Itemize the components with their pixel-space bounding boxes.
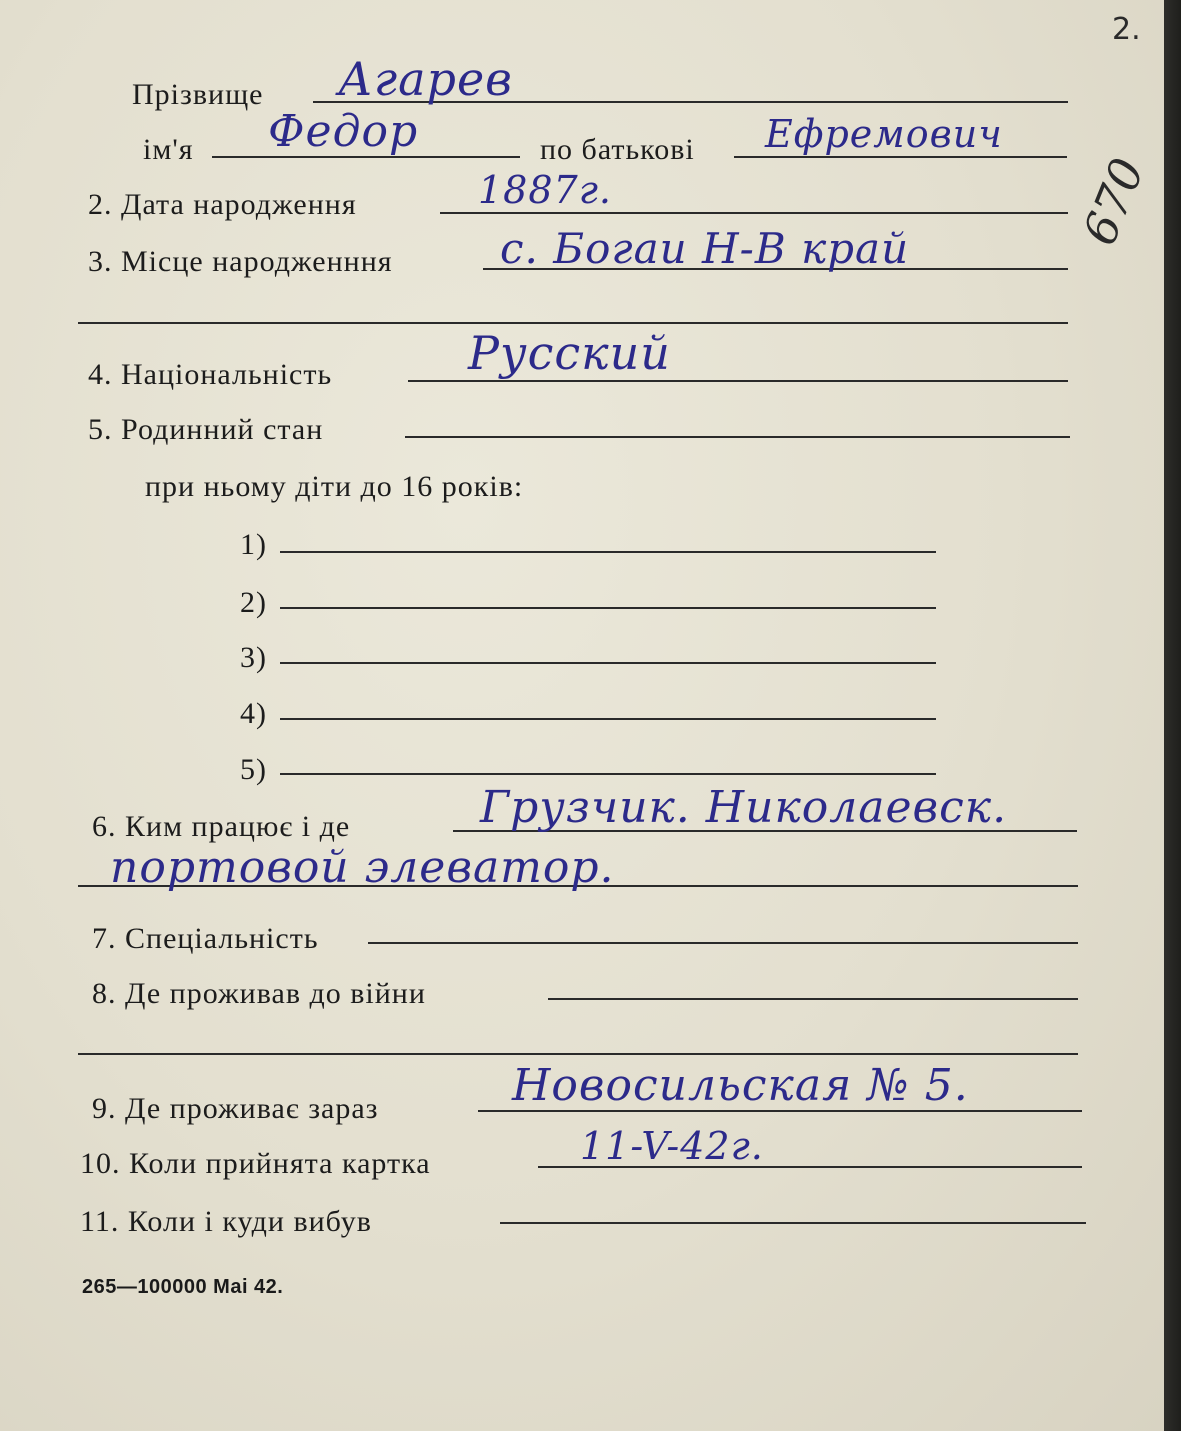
patronymic-value: Ефремович — [765, 112, 1003, 156]
birth-place-line-2 — [78, 322, 1068, 324]
family-status-label: 5. Родинний стан — [88, 413, 324, 446]
child-1-line — [280, 551, 936, 553]
specialty-line — [368, 942, 1078, 944]
prewar-residence-label: 8. Де проживав до війни — [92, 977, 426, 1010]
birth-date-value: 1887г. — [478, 168, 612, 212]
work-label: 6. Ким працює і де — [92, 810, 351, 843]
child-2-label: 2) — [240, 586, 267, 619]
birth-date-label: 2. Дата народження — [88, 188, 357, 221]
departure-line — [500, 1222, 1086, 1224]
current-residence-value: Новосильская № 5. — [512, 1060, 969, 1111]
print-info: 265—100000 Mai 42. — [82, 1276, 284, 1298]
child-5-label: 5) — [240, 753, 267, 786]
nationality-value: Русский — [468, 326, 671, 380]
card-accepted-value: 11-V-42г. — [580, 1124, 764, 1168]
child-3-line — [280, 662, 936, 664]
patronymic-label: по батькові — [540, 133, 695, 166]
child-3-label: 3) — [240, 641, 267, 674]
child-2-line — [280, 607, 936, 609]
child-4-line — [280, 718, 936, 720]
specialty-label: 7. Спеціальність — [92, 922, 319, 955]
name-value: Федор — [268, 106, 419, 157]
name-label: ім'я — [143, 133, 194, 166]
patronymic-line — [734, 156, 1067, 158]
surname-value: Агарев — [338, 52, 513, 106]
margin-note-number: 670 — [1072, 150, 1155, 253]
child-4-label: 4) — [240, 697, 267, 730]
child-1-label: 1) — [240, 528, 267, 561]
surname-label: Прізвище — [132, 78, 264, 111]
card-accepted-label: 10. Коли прийнята картка — [80, 1147, 431, 1180]
birth-date-line — [440, 212, 1068, 214]
work-value-1: Грузчик. Николаевск. — [480, 782, 1008, 833]
family-status-line — [405, 436, 1070, 438]
birth-place-label: 3. Місце народженння — [88, 245, 393, 278]
prewar-residence-line — [548, 998, 1078, 1000]
current-residence-label: 9. Де проживає зараз — [92, 1092, 379, 1125]
nationality-line — [408, 380, 1068, 382]
page-edge — [1164, 0, 1181, 1431]
child-5-line — [280, 773, 936, 775]
nationality-label: 4. Національність — [88, 358, 333, 391]
prewar-residence-line-2 — [78, 1053, 1078, 1055]
work-value-2: портовой элеватор. — [110, 842, 615, 893]
children-label: при ньому діти до 16 років: — [145, 470, 524, 503]
departure-label: 11. Коли і куди вибув — [80, 1205, 372, 1238]
birth-place-value: с. Богаи Н-В край — [500, 224, 910, 273]
page-number: 2. — [1112, 12, 1141, 47]
